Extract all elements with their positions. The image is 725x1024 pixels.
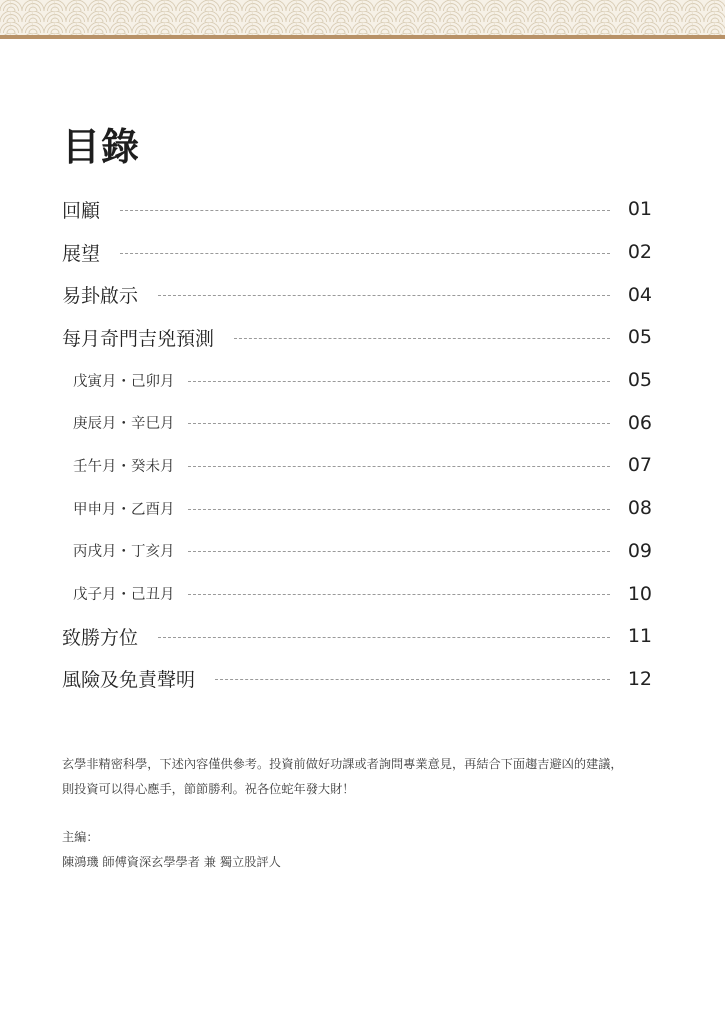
disclaimer-line-1: 玄學非精密科學，下述內容僅供參考。投資前做好功課或者詢問專業意見，再結合下面趨吉避凶的建議， [62, 757, 623, 771]
toc-entry-label: 每月奇門吉兇預測 [62, 327, 215, 350]
toc-entry[interactable] [62, 401, 652, 444]
toc-entry-label: 甲申月・乙酉月 [73, 501, 175, 518]
decorative-wave-band [0, 0, 725, 35]
editor-name: 陳鴻璣 師傅資深玄學學者 兼 獨立股評人 [62, 855, 281, 869]
toc-entry[interactable] [62, 658, 652, 701]
toc-dotted-leader [158, 637, 610, 638]
toc-entry[interactable] [62, 188, 652, 231]
toc-entry-page-number: 08 [627, 497, 652, 520]
toc-dotted-leader [188, 381, 611, 382]
toc-entry[interactable] [62, 487, 652, 530]
toc-entry[interactable] [62, 359, 652, 402]
toc-entry-label: 戊子月・己丑月 [73, 587, 175, 604]
disclaimer-text [62, 752, 662, 802]
page-title: 目錄 [62, 125, 141, 169]
wave-pattern-icon [0, 0, 725, 35]
toc-entry-label: 展望 [62, 242, 101, 265]
toc-dotted-leader [234, 338, 610, 339]
toc-entry-label: 風險及免責聲明 [62, 669, 196, 692]
toc-entry-page-number: 09 [627, 539, 652, 562]
toc-dotted-leader [158, 295, 610, 296]
toc-entry-label: 戊寅月・己卯月 [73, 373, 175, 390]
toc-entry[interactable] [62, 572, 652, 615]
toc-entry-page-number: 12 [627, 667, 652, 690]
editor-info [62, 825, 281, 875]
toc-entry[interactable] [62, 444, 652, 487]
editor-label: 主編： [62, 830, 99, 844]
toc-entry-page-number: 01 [627, 198, 652, 221]
toc-entry-page-number: 11 [627, 625, 652, 648]
toc-entry-label: 回顧 [62, 199, 101, 222]
toc-entry[interactable] [62, 273, 652, 316]
toc-entry-label: 丙戌月・丁亥月 [73, 544, 175, 561]
toc-dotted-leader [188, 423, 611, 424]
toc-entry[interactable] [62, 316, 652, 359]
toc-entry-page-number: 06 [627, 411, 652, 434]
toc-dotted-leader [188, 509, 611, 510]
toc-dotted-leader [188, 466, 611, 467]
toc-dotted-leader [120, 253, 610, 254]
header-rule [0, 35, 725, 39]
toc-entry[interactable] [62, 615, 652, 658]
disclaimer-line-2: 則投資可以得心應手，節節勝利。祝各位蛇年發大財！ [62, 782, 355, 796]
toc-dotted-leader [188, 594, 611, 595]
toc-entry-label: 壬午月・癸未月 [73, 458, 175, 475]
toc-entry-page-number: 04 [627, 283, 652, 306]
toc-entry-page-number: 02 [627, 241, 652, 264]
toc-entry-label: 易卦啟示 [62, 285, 139, 308]
toc-entry[interactable] [62, 530, 652, 573]
toc-dotted-leader [120, 210, 610, 211]
toc-entry-label: 致勝方位 [62, 626, 139, 649]
toc-entry-page-number: 05 [627, 369, 652, 392]
toc-entry-page-number: 05 [627, 326, 652, 349]
toc-entry-page-number: 07 [627, 454, 652, 477]
table-of-contents [62, 188, 652, 700]
toc-dotted-leader [215, 679, 610, 680]
toc-entry-label: 庚辰月・辛巳月 [73, 416, 175, 433]
toc-dotted-leader [188, 551, 611, 552]
toc-entry-page-number: 10 [627, 582, 652, 605]
toc-entry[interactable] [62, 231, 652, 274]
